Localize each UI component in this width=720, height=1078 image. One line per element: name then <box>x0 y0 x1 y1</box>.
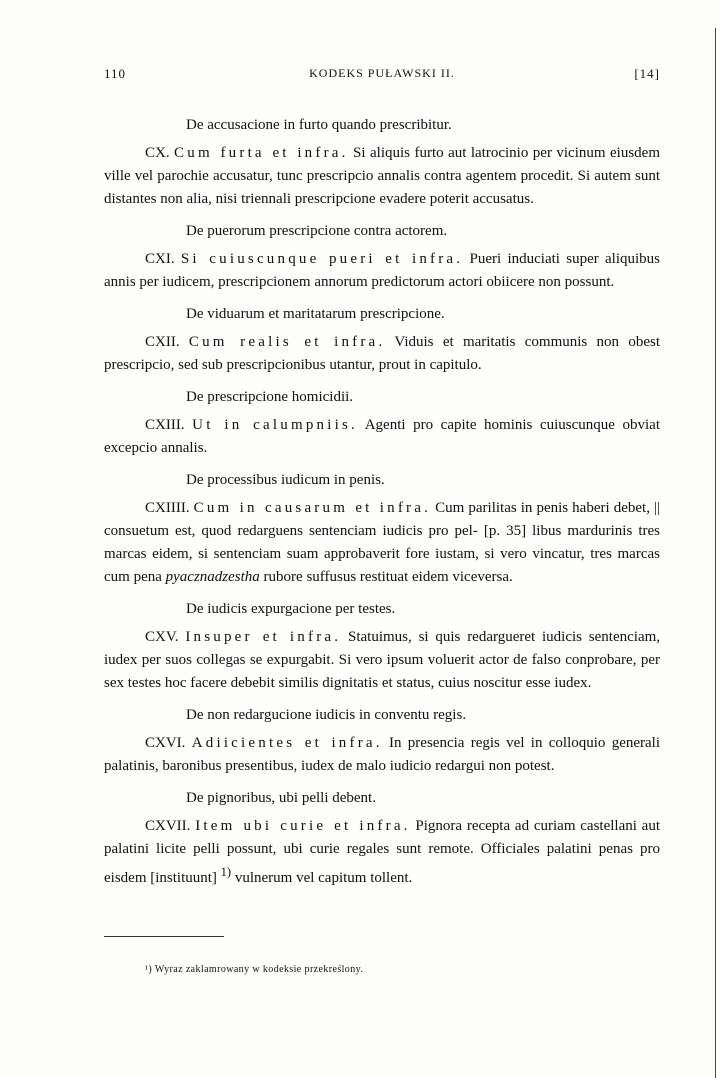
section-number: CXVII. <box>145 818 191 834</box>
footnote-rule <box>104 936 224 937</box>
section-incipit: Cum furta et infra. <box>174 145 349 161</box>
section-rubric: De prescripcione homicidii. <box>186 389 354 405</box>
section-text-continued: vulnerum vel capitum tollent. <box>231 870 413 886</box>
polish-term: pyacznadzestha <box>165 569 260 585</box>
section-incipit: Insuper et infra. <box>185 629 342 645</box>
section-paragraph <box>104 497 660 589</box>
footnote <box>145 964 363 975</box>
section-rubric: De viduarum et maritatarum prescripcione. <box>186 306 445 322</box>
section-paragraph <box>104 732 660 778</box>
section-incipit: Adiicientes et infra. <box>191 735 383 751</box>
document-body <box>104 114 660 890</box>
section-paragraph <box>104 142 660 211</box>
section-text: Agenti pro capite hominis cuiuscunque obviat excepcio annalis. <box>104 417 660 456</box>
section-text: Cum parilitas in penis haberi debet, || consuetum est, quod redarguens sentenciam iudicis pro pel- [p. 35] libus mardurinis tres marcas eidem, si sentenciam suam approbaverit fore iustam, si vero vincatur, tres marcas cum pena <box>104 500 661 585</box>
section-rubric: De accusacione in furto quando prescribitur. <box>186 117 452 133</box>
section-text: Viduis et maritatis communis non obest prescripcio, sed sub prescripcionibus utantur, prout in capitulo. <box>104 334 661 373</box>
section-number: CXI. <box>145 251 175 267</box>
footnote-mark: ¹) <box>145 964 153 975</box>
section-incipit: Cum in causarum et infra. <box>193 500 432 516</box>
section-incipit: Item ubi curie et infra. <box>195 818 411 834</box>
section-paragraph <box>104 414 660 460</box>
footnote-reference: 1) <box>220 865 232 879</box>
section-number: CXIII. <box>145 417 185 433</box>
section-incipit: Si cuiuscunque pueri et infra. <box>180 251 464 267</box>
section-rubric: De non redargucione iudicis in conventu regis. <box>186 707 467 723</box>
section-incipit: Ut in calumpniis. <box>192 417 358 433</box>
section-rubric: De puerorum prescripcione contra actorem. <box>186 223 448 239</box>
section-paragraph <box>104 248 660 294</box>
section-rubric: De iudicis expurgacione per testes. <box>186 601 396 617</box>
section-incipit: Cum realis et infra. <box>188 334 386 350</box>
section-paragraph <box>104 815 660 890</box>
section-number: CXVI. <box>145 735 186 751</box>
section-rubric: De processibus iudicum in penis. <box>186 472 385 488</box>
section-number: CX. <box>145 145 170 161</box>
sheet-marker: [14] <box>634 66 660 81</box>
section-text-continued: rubore suffusus restituat eidem viceversa. <box>259 569 513 585</box>
footnote-text: Wyraz zaklamrowany w kodeksie przekreślony. <box>154 964 364 975</box>
page-number: 110 <box>104 66 127 81</box>
section-paragraph <box>104 626 660 695</box>
section-text: Si aliquis furto aut latrocinio per vicinum eiusdem ville vel parochie accusatur, tunc prescripcio annalis contra agentem procedit. Si autem sunt distantes non alia, nisi triennali prescripcione evadere poterit accusatus. <box>104 145 660 207</box>
running-title: KODEKS PUŁAWSKI II. <box>309 66 455 80</box>
section-number: CXV. <box>145 629 179 645</box>
running-head <box>104 66 660 86</box>
document-page <box>104 66 661 975</box>
section-text: Statuimus, si quis redargueret iudicis sentenciam, iudex per suos collegas se expurgabit. Si vero ipsum voluerit actor de falso conprobare, per sex testes hoc facere debebit similis dignitatis et status, cuius noscitur esse iudex. <box>104 629 661 691</box>
section-rubric: De pignoribus, ubi pelli debent. <box>186 790 376 806</box>
page-edge-line <box>715 28 716 1078</box>
section-number: CXIIII. <box>145 500 190 516</box>
section-text: Pueri induciati super aliquibus annis per iudicem, prescripcionem annorum predictorum actori obiicere non possunt. <box>104 251 661 290</box>
section-text: Pignora recepta ad curiam castellani aut palatini licite pelli possunt, ubi curie regales sunt remote. Officiales palatini penas pro eisdem [instituunt] <box>104 818 660 886</box>
section-number: CXII. <box>145 334 180 350</box>
section-paragraph <box>104 331 660 377</box>
section-text: In presencia regis vel in colloquio generali palatinis, baronibus presentibus, iudex de malo iudicio redargui non potest. <box>104 735 661 774</box>
